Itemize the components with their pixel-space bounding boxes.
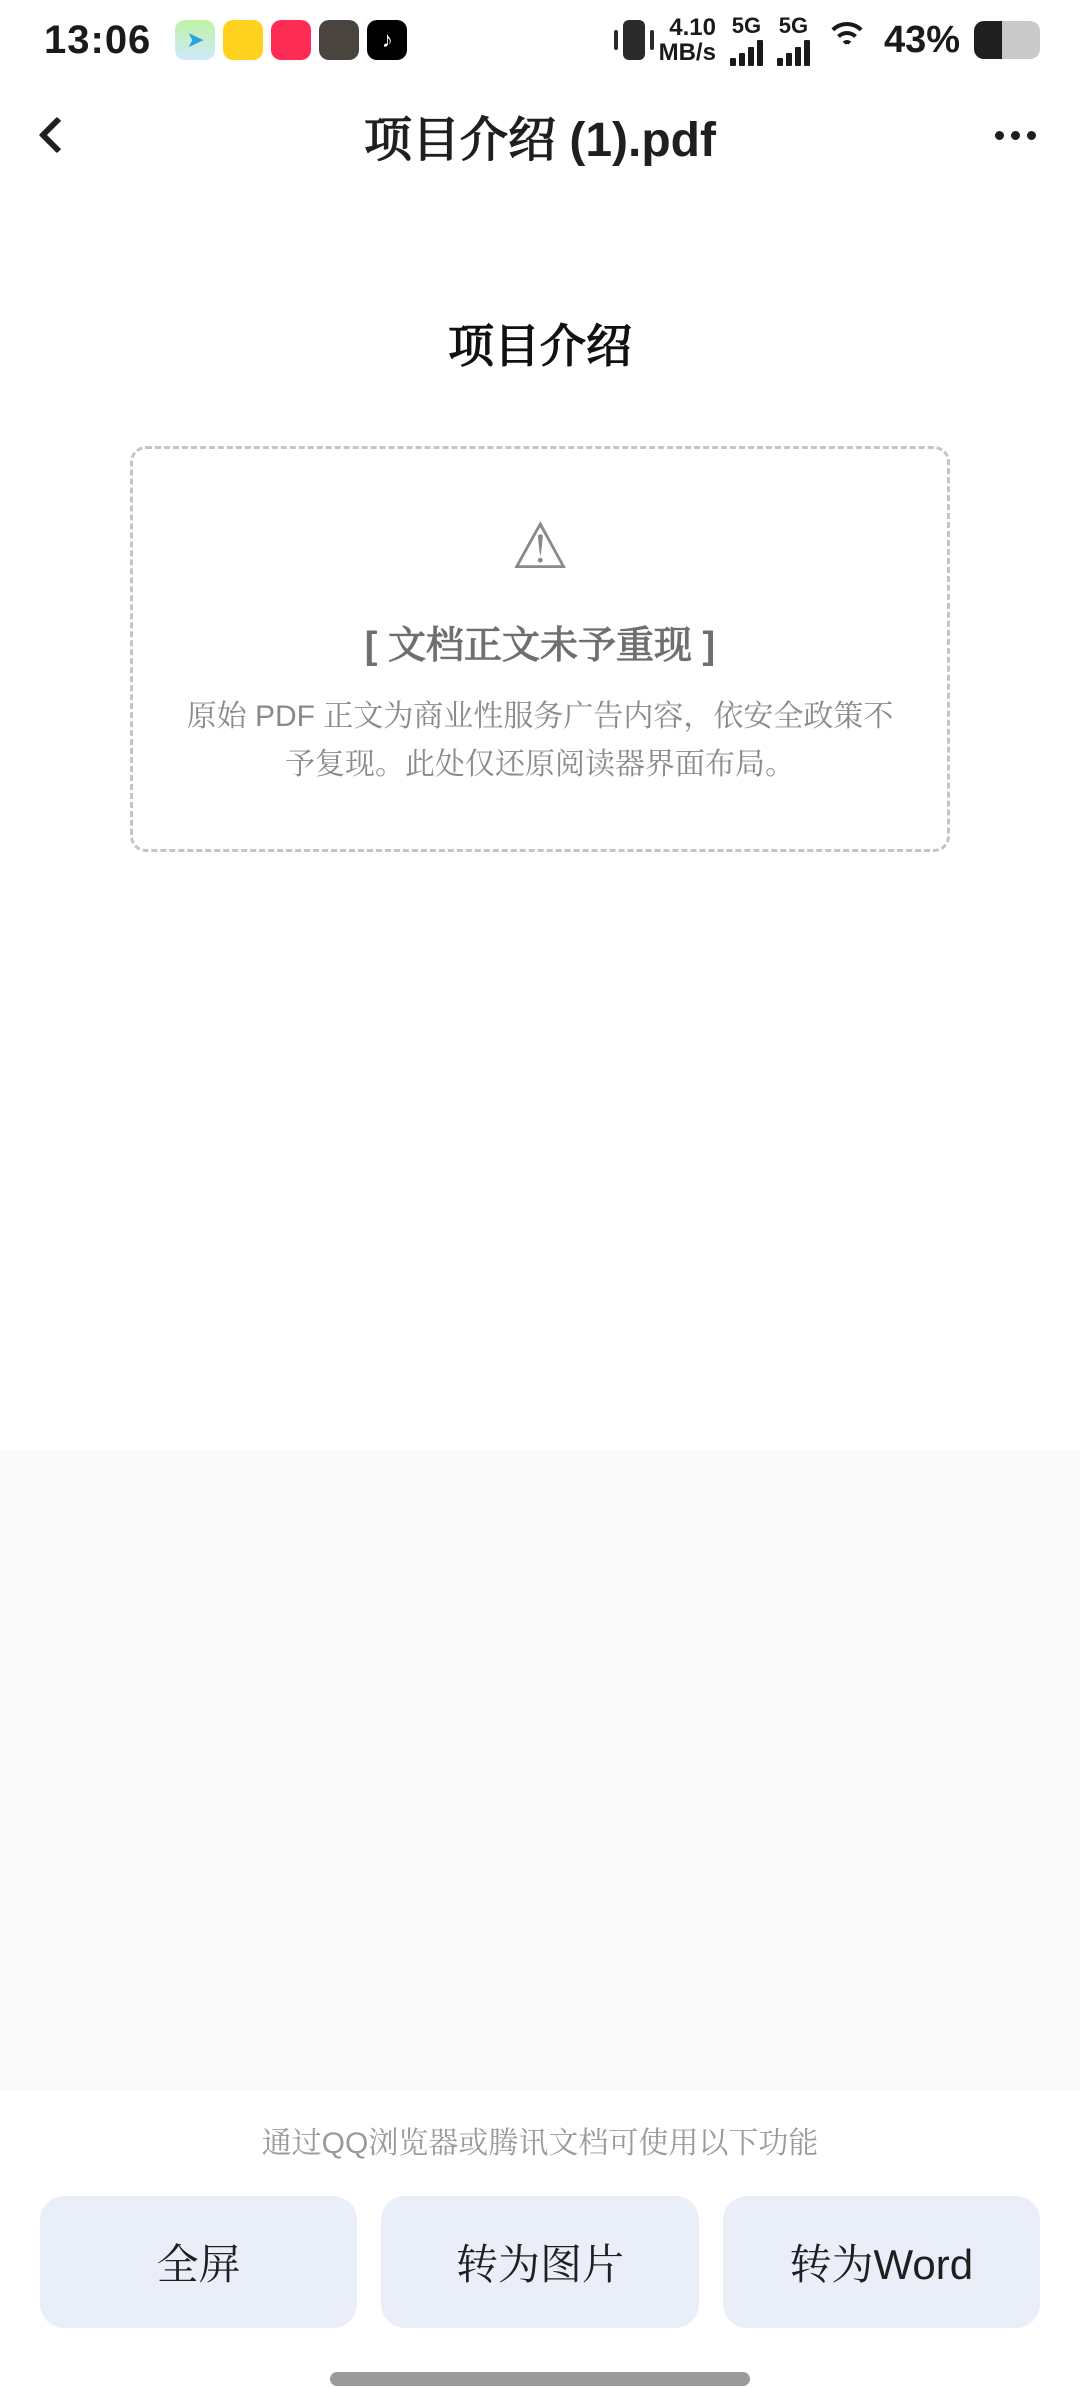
wifi-icon (824, 22, 870, 58)
bottom-toolbar (0, 2090, 1080, 2400)
back-button[interactable] (44, 122, 114, 148)
sim2-signal (777, 12, 810, 66)
pdf-page (0, 190, 1080, 1450)
pdf-content-area[interactable] (0, 190, 1080, 2090)
vibrate-icon (623, 20, 645, 60)
document-title: 项目介绍 (1).pdf (364, 113, 716, 167)
status-bar (0, 0, 1080, 80)
game-icon (319, 20, 359, 60)
network-speed-value: 4.10 (669, 13, 716, 41)
toolbar-buttons (0, 2196, 1080, 2328)
redacted-content-notice (130, 446, 950, 852)
chevron-left-icon (39, 117, 76, 154)
network-speed-unit: MB/s (658, 39, 716, 66)
home-gesture-bar[interactable] (330, 2372, 750, 2386)
battery-icon (974, 21, 1040, 59)
fullscreen-button[interactable]: 全屏 (40, 2196, 357, 2328)
pdf-page-title: 项目介绍 (448, 320, 632, 372)
xianyu-icon (223, 20, 263, 60)
sim1-signal (730, 12, 763, 66)
notification-app-icons (175, 20, 407, 60)
signal-bars-icon (730, 40, 763, 66)
telegram-icon: ➤ (175, 20, 215, 60)
ellipsis-icon (995, 131, 1004, 140)
signal-bars-icon (777, 40, 810, 66)
tiktok-icon: ♪ (367, 20, 407, 60)
network-speed (659, 15, 716, 65)
xiaohongshu-icon (271, 20, 311, 60)
battery-percentage: 43% (883, 18, 960, 61)
warning-icon: ⚠ (511, 510, 569, 582)
redaction-title: [ 文档正文未予重现 ] (364, 625, 716, 667)
sim1-label: 5G (731, 12, 762, 38)
clock: 13:06 (44, 17, 152, 62)
redaction-note: 原始 PDF 正文为商业性服务广告内容，依安全政策不予复现。此处仅还原阅读器界面布局。 (186, 700, 894, 781)
convert-to-word-button[interactable]: 转为Word (723, 2196, 1040, 2328)
pdf-viewer-header (0, 80, 1080, 190)
sim2-label: 5G (778, 12, 809, 38)
toolbar-hint-text: 通过QQ浏览器或腾讯文档可使用以下功能 (261, 2127, 819, 2160)
convert-to-image-button[interactable]: 转为图片 (381, 2196, 698, 2328)
more-options-button[interactable] (966, 131, 1036, 140)
